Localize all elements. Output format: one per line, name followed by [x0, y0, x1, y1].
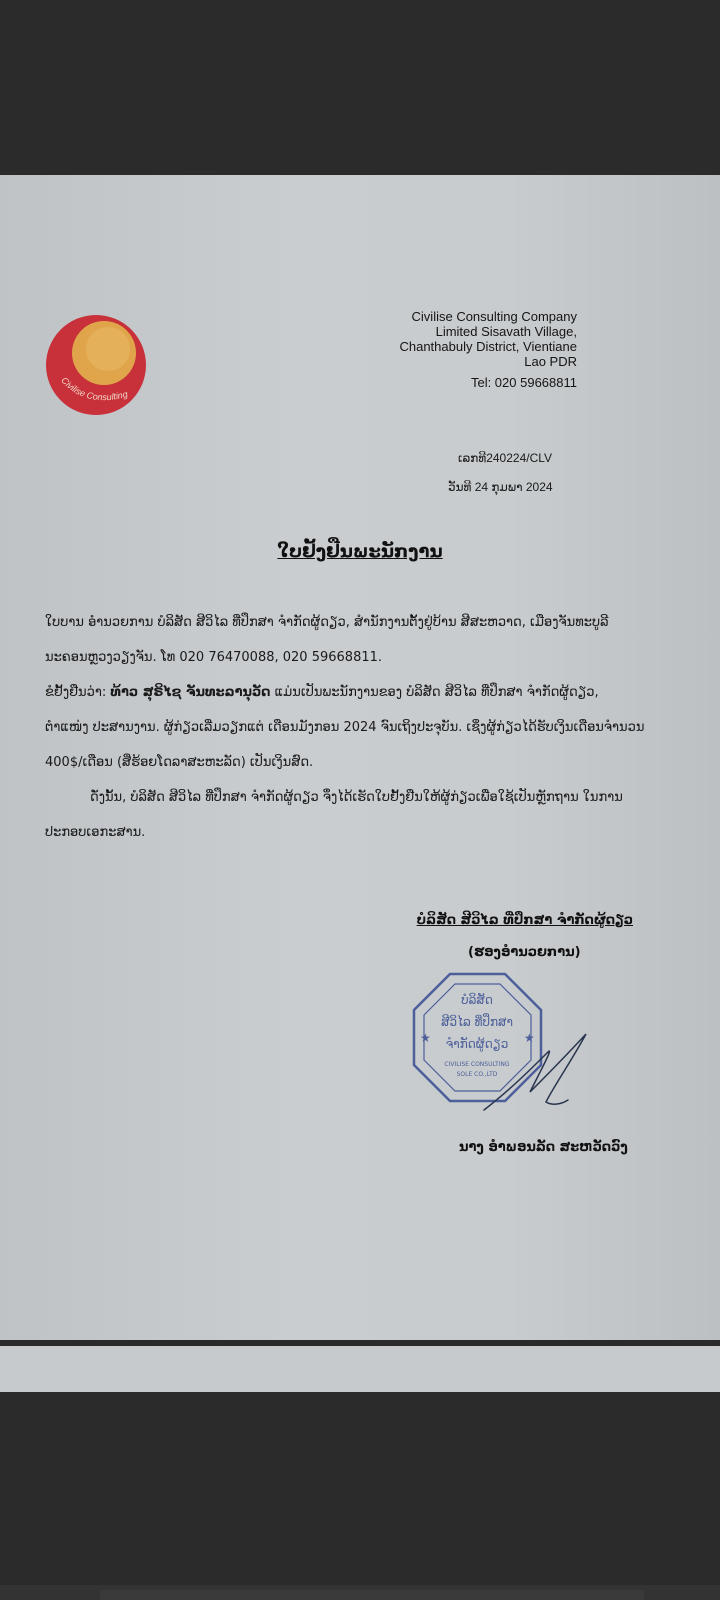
stamp-line: ຈຳກັດຜູ້ດຽວ	[445, 1037, 509, 1051]
logo-text: Civilise Consulting	[59, 375, 129, 403]
employee-name: ທ້າວ ສຸຣິໄຊ ຈັນທະລານຸວັດ	[110, 685, 271, 700]
body-paragraph-2	[45, 675, 645, 780]
handwritten-signature	[480, 1030, 592, 1115]
company-line: Limited Sisavath Village,	[435, 324, 577, 339]
body-paragraph-2-rest: ແມ່ນເປັນພະນັກງານຂອງ ບໍລິສັດ ສີວິໄລ ທີ່ປຶກສາ ຈຳກັດຜູ້ດຽວ, ຕຳແໜ່ງ ປະສານງານ. ຜູ້ກ່ຽວເລີ່ມວຽກແຕ່ ເດືອນມັງກອນ 2024 ຈົນເຖິງປະຈຸບັນ. ເຊິ່ງຜູ້ກ່ຽວໄດ້ຮັບເງິນເດືອນຈຳນວນ 400$/ເດືອນ (ສີ່ຮ້ອຍໂດລາສະຫະລັດ) ເປັນເງິນສົດ.	[45, 685, 645, 770]
document-title	[0, 541, 720, 562]
company-line: Chanthabuly District, Vientiane	[399, 339, 577, 354]
company-logo	[44, 315, 152, 415]
signer-name: ນາງ ອຳພອນລັດ ສະຫວັດວົງ	[459, 1140, 628, 1155]
company-address	[317, 309, 577, 390]
stamp-star-icon: ★	[420, 1031, 431, 1045]
stamp-line: ບໍລິສັດ	[461, 993, 493, 1007]
body-paragraph-3: ດັ່ງນັ້ນ, ບໍລິສັດ ສີວິໄລ ທີ່ປຶກສາ ຈຳກັດຜູ້ດຽວ ຈຶ່ງໄດ້ເຮັດໃບຢັ້ງຢືນໃຫ້ຜູ້ກ່ຽວເພື່ອໃຊ້ເປັນຫຼັກຖານ ໃນການປະກອບເອກະສານ.	[45, 790, 623, 840]
stamp-star-icon: ★	[524, 1031, 535, 1045]
signature-company: ບໍລິສັດ ສີວິໄລ ທີ່ປຶກສາ ຈຳກັດຜູ້ດຽວ	[416, 913, 633, 928]
body-paragraph-1: ໃບບານ ອຳນວຍການ ບໍລິສັດ ສີວິໄລ ທີ່ປຶກສາ ຈຳກັດຜູ້ດຽວ, ສຳນັກງານຕັ້ງຢູ່ບ້ານ ສີສະຫວາດ, ເມືອງຈັນທະບູລີ ນະຄອນຫຼວງວຽງຈັນ. ໂທ 020 76470088, 020 59668811.	[45, 615, 609, 665]
certify-label: ຂໍຢັ້ງຢືນວ່າ:	[45, 685, 111, 700]
viewer-scrollbar[interactable]	[100, 1590, 644, 1600]
company-tel: Tel: 020 59668811	[470, 375, 577, 390]
stamp-line: SOLE CO.,LTD	[456, 1071, 498, 1078]
letter-body	[45, 605, 645, 850]
document-photo	[0, 175, 720, 1392]
reference-number: ເລກທີ240224/CLV	[458, 451, 553, 465]
stamp-line: CIVILISE CONSULTING	[444, 1061, 510, 1068]
company-line: Lao PDR	[524, 354, 577, 369]
letter-paper	[0, 175, 720, 1340]
photo-background	[0, 1346, 720, 1392]
signature-role: (ຮອງອຳນວຍການ)	[468, 945, 581, 960]
letter-date: ວັນທີ 24 ກຸມພາ 2024	[448, 480, 553, 494]
stamp-line: ສີວິໄລ ທີ່ປຶກສາ	[441, 1015, 513, 1029]
document-title-text: ໃບຢັ້ງຢືນພະນັກງານ	[277, 541, 443, 562]
company-line: Civilise Consulting Company	[411, 309, 577, 324]
